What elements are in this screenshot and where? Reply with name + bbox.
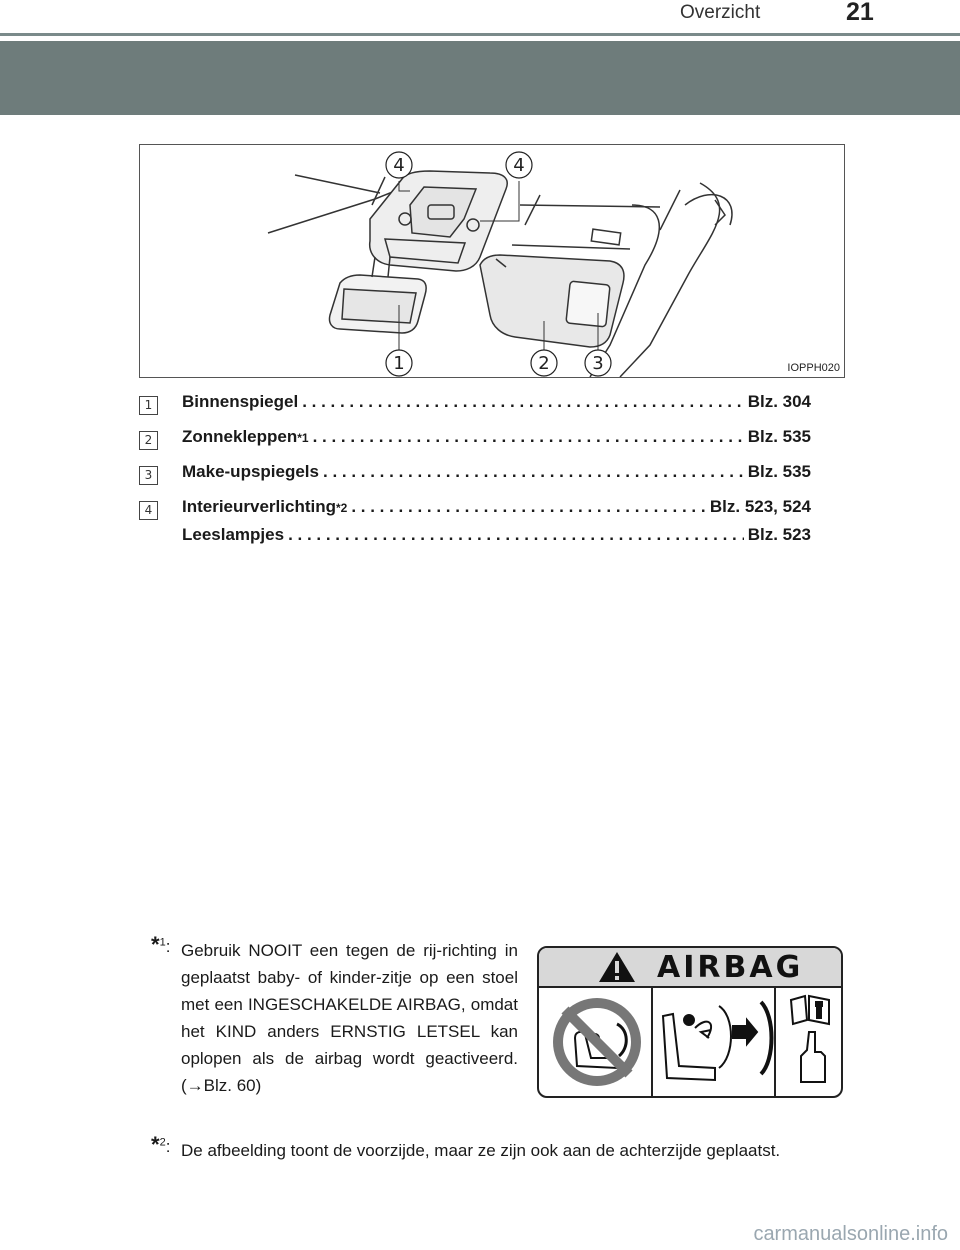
item-number: 3 [139, 466, 158, 485]
airbag-pictograms [539, 986, 841, 1096]
page-number: 21 [846, 0, 874, 26]
item-page-ref[interactable]: Blz. 523, 524 [709, 497, 811, 516]
header-band [0, 41, 960, 115]
item-label: Binnenspiegel [182, 392, 299, 411]
list-item [139, 462, 811, 492]
leader-dots [351, 497, 706, 517]
leader-dots [323, 462, 744, 482]
footnote-1-text: Gebruik NOOIT een tegen de rij-richting in geplaatst baby- of kinder-zitje op een stoel met een INGESCHAKELDE AIRBAG, omdat het KIND anders ERNSTIG LETSEL kan oplopen als de airbag wordt geactiveerd. (→Blz. 60) [181, 941, 518, 1095]
footnote-2-text: De afbeelding toont de voorzijde, maar ze zijn ook aan de achterzijde geplaatst. [181, 1141, 781, 1160]
watermark: carmanualsonline.info [753, 1223, 948, 1245]
item-label: Leeslampjes [182, 525, 285, 544]
manual-icon [791, 996, 829, 1082]
roof-interior-drawing [140, 145, 845, 378]
item-page-ref[interactable]: Blz. 523 [747, 525, 811, 544]
callout-1-label: 1 [393, 353, 405, 374]
footnote-1-marker: *$^1$: [151, 932, 171, 957]
footnote-2-marker: *$^2$: [151, 1132, 171, 1157]
item-number: 1 [139, 396, 158, 415]
header-rule [0, 33, 960, 36]
airbag-deploy-icon [663, 1002, 772, 1080]
list-item: 4 Interieurverlichting *2 . . . Blz. 523, 524 [139, 497, 811, 527]
item-label: Make-upspiegels [182, 462, 319, 481]
callout-4a-label: 4 [393, 155, 405, 176]
section-title: Overzicht [680, 2, 761, 23]
warning-triangle-icon [597, 950, 637, 984]
list-item: 2 Zonnekleppen *1 . . . Blz. 535 [139, 427, 811, 457]
callout-4b-label: 4 [513, 155, 525, 176]
vanity-mirror [566, 281, 610, 327]
item-page-ref[interactable]: Blz. 535 [747, 462, 811, 481]
item-label: Zonnekleppen [182, 427, 298, 446]
list-item [139, 392, 811, 422]
airbag-title: AIRBAG [657, 950, 804, 985]
callout-2-label: 2 [538, 353, 550, 374]
item-page-ref[interactable]: Blz. 535 [747, 427, 811, 446]
leader-dots [288, 525, 744, 545]
figure-code: IOPPH020 [787, 362, 840, 374]
item-page-ref[interactable]: Blz. 304 [747, 392, 811, 411]
leader-dots [313, 427, 744, 447]
item-number: 2 [139, 431, 158, 450]
callout-3-label: 3 [592, 353, 604, 374]
airbag-warning-label [537, 946, 843, 1098]
no-child-seat-icon [553, 998, 641, 1086]
list-item [139, 525, 811, 555]
interior-illustration [139, 144, 845, 378]
item-number: 4 [139, 501, 158, 520]
leader-dots [302, 392, 744, 412]
item-label: Interieurverlichting [182, 497, 336, 516]
